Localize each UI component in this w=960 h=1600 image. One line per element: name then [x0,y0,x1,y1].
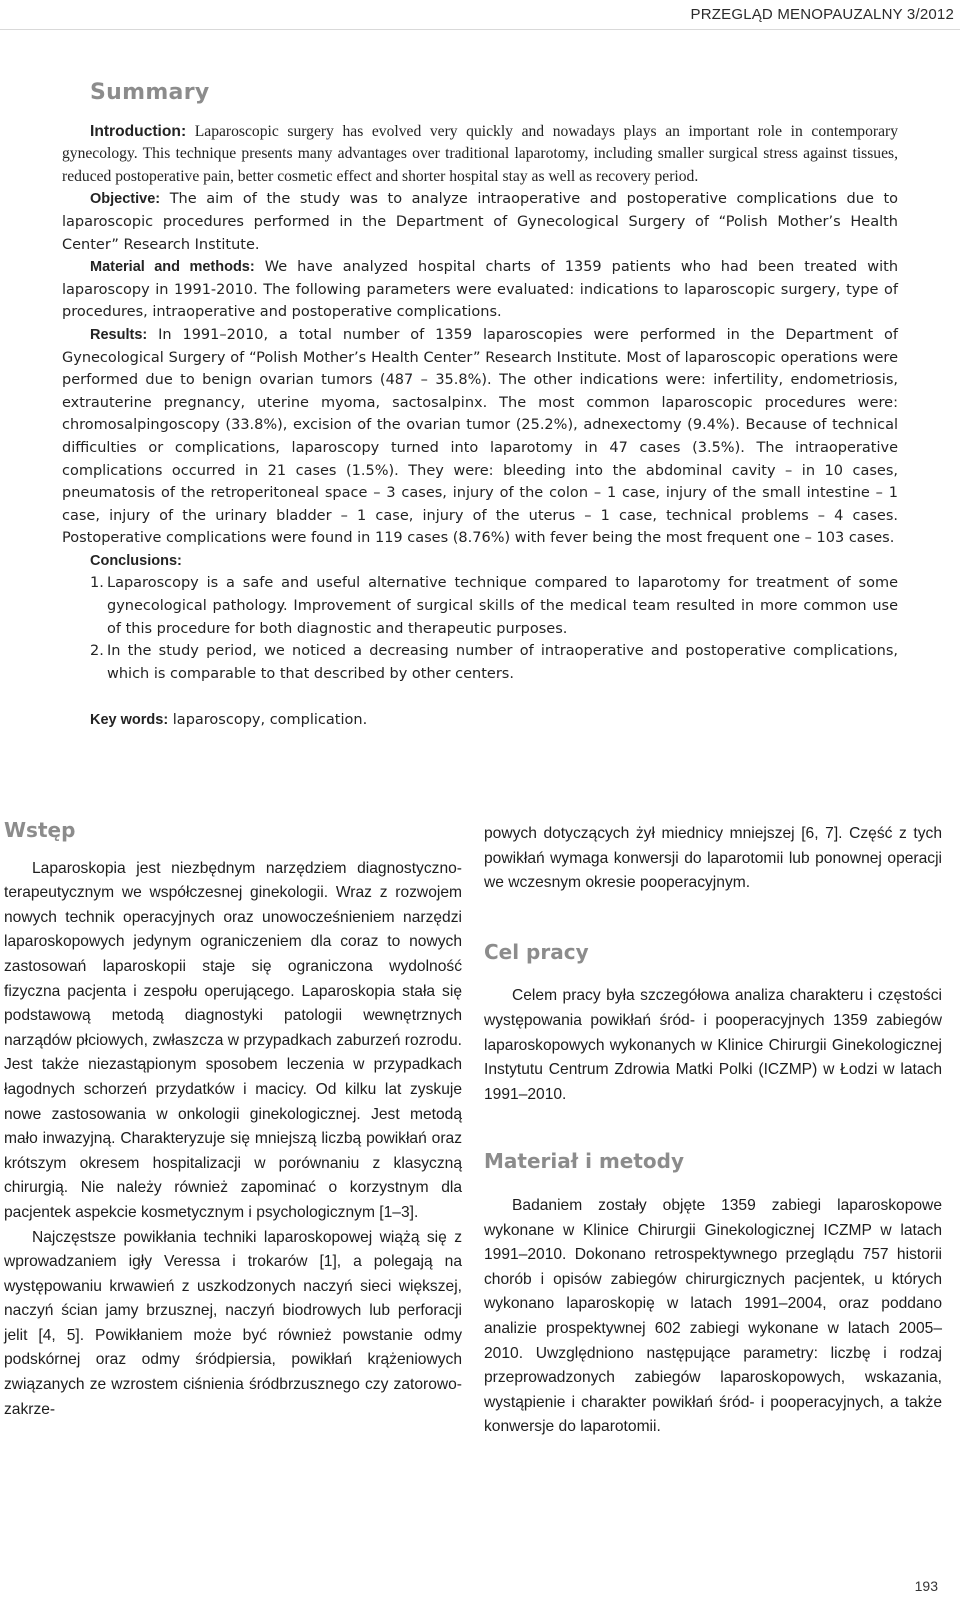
page-number: 193 [914,1578,938,1594]
continuation-paragraph: powych dotyczących żył miednicy mniejszej [6, 7]. Część z tych powikłań wymaga konwersji do laparotomii lub ponownej operacji we wczesnym okresie pooperacyjnym. [484,825,942,892]
objective-label: Objective: [90,191,161,208]
left-column [4,818,462,1422]
results-label: Results: [90,326,148,343]
results-text: In 1991–2010, a total number of 1359 laparoscopies were performed in the Department of Gynecological Surgery of “Polish Mother’s Health Center” Research Institute. Most of laparoscopic operations were performed due to benign ovarian tumors (487 – 35.8%). The other indications were: infertility, endometriosis, extrauterine pregnancy, uterine myoma, sactosalpinx. The most common laparoscopic procedures were: chromosalpingoscopy (33.8%), excision of the ovarian tumor (25.2%), adnexectomy (9.4%). Because of technical difficulties or complications, laparoscopy turned into laparotomy in 47 cases (3.5%). The intraoperative complications occurred in 21 cases (1.5%). They were: bleeding into the abdominal cavity – in 10 cases, pneumatosis of the retroperitoneal space – 3 cases, injury of the colon – 1 case, injury of the small intestine – 1 case, injury of the urinary bladder – 1 case, injury of the uterus – 1 case, technical problems – 4 cases. Postoperative complications were found in 119 cases (8.76%) with fever being the most frequent one – 103 cases. [62,326,898,547]
conclusion-item [62,572,898,640]
methods-label: Material and methods: [90,259,255,276]
summary-methods [62,256,898,324]
conclusions-label: Conclusions: [90,552,182,569]
objective-text: The aim of the study was to analyze intraoperative and postoperative complications due to laparoscopic procedures performed in the Department of Gynecological Surgery of “Polish Mother’s Health Center” Research Institute. [62,191,899,253]
conclusions-list [62,572,898,685]
section-heading-wstep: Wstęp [4,818,76,842]
summary-objective [62,188,898,256]
introduction-text: Laparoscopic surgery has evolved very quickly and nowadays plays an important role in contemporary gynecology. This technique presents many advantages over traditional laparotomy, including smaller surgical stress against tissues, reduced postoperative pain, better cosmetic effect and shorter hospital stay as well as recovery period. [62,122,898,185]
right-column [484,822,942,1440]
introduction-label: Introduction: [90,122,187,140]
conclusion-text: In the study period, we noticed a decreasing number of intraoperative and postoperative complications, which is comparable to that described by other centers. [107,643,898,682]
conclusion-number: 1. [90,575,104,592]
wstep-paragraph-2: Najczęstsze powikłania techniki laparoskopowej wiążą się z wprowadzaniem igły Veressa i trokarów [1], a polegają na występowaniu krwawień z uszkodzonych naczyń sieci większej, naczyń ścian jamy brzusznej, naczyń biodrowych lub perforacji jelit [4, 5]. Powikłaniem może być również powstanie odmy podskórnej oraz odmy śródpiersia, powikłań krążeniowych związanych ze wzrostem ciśnienia śródbrzusznego czy zatorowo-zakrze- [4,1228,462,1418]
keywords-label: Key words: [90,712,169,729]
summary-section [62,82,898,732]
keywords-text: laparoscopy, complication. [172,712,368,729]
conclusion-item [62,640,898,685]
summary-introduction [62,121,898,189]
section-heading-material-i-metody: Materiał i metody [484,1149,684,1174]
wstep-paragraph-1: Laparoskopia jest niezbędnym narzędziem diagnostyczno-terapeutycznym we współczesnej ginekologii. Wraz z rozwojem nowych technik operacyjnych oraz unowocześnieniem narzędzi laparoskopowych jedynym ograniczeniem dla coraz to nowych zastosowań laparoskopii staje się ograniczona wydolność fizyczna pacjenta i zespołu operującego. Laparoskopia stała się podstawową metodą diagnostyki patologii wewnętrznych narządów płciowych, zwłaszcza w przypadkach zaburzeń rozrodu. Jest także niezastąpionym sposobem leczenia w przypadkach łagodnych schorzeń przydatków i macicy. Od kilku lat zyskuje nowe zastosowania w onkologii ginekologicznej. Jest metodą mało inwazyjną. Charakteryzuje się mniejszą liczbą powikłań oraz krótszym okresem hospitalizacji w porównaniu z klasyczną chirurgią. Nie należy również zapominać o korzystnym dla pacjentek aspekcie kosmetycznym i psychologicznym [1–3]. [4,859,462,1221]
conclusion-text: Laparoscopy is a safe and useful alternative technique compared to laparotomy for treatment of some gynecological pathology. Improvement of surgical skills of the medical team resulted in more common use of this procedure for both diagnostic and therapeutic purposes. [107,575,898,637]
methods-text: We have analyzed hospital charts of 1359 patients who had been treated with laparoscopy in 1991-2010. The following parameters were evaluated: indications to laparoscopic surgery, type of procedures, intraoperative and postoperative complications. [62,259,899,321]
material-paragraph: Badaniem zostały objęte 1359 zabiegi laparoskopowe wykonane w Klinice Chirurgii Ginekologicznej ICZMP w latach 1991–2010. Dokonano retrospektywnego przeglądu 757 historii chorób i opisów zabiegów chirurgicznych pacjentek, u których wykonano laparoskopię w latach 1991–2004, oraz poddano analizie prospektywnej 602 zabiegi wykonane w latach 2005–2010. Uwzględniono następujące parametry: liczbę i rodzaj przeprowadzonych zabiegów laparoskopowych, wskazania, wystąpienie i charakter powikłań śród- i pooperacyjnych, a także konwersje do laparotomii. [484,1196,942,1436]
cel-paragraph: Celem pracy była szczegółowa analiza charakteru i częstości występowania powikłań śród- i pooperacyjnych 1359 zabiegów laparoskopowych wykonanych w Klinice Chirurgii Ginekologicznej Instytutu Centrum Zdrowia Matki Polki (ICZMP) w Łodzi w latach 1991–2010. [484,987,942,1103]
running-header: PRZEGLĄD MENOPAUZALNY 3/2012 [0,0,960,30]
conclusions-heading [90,550,898,573]
conclusion-number: 2. [90,643,104,660]
section-heading-cel-pracy: Cel pracy [484,939,589,964]
summary-title: Summary [90,80,210,105]
keywords [90,709,898,732]
summary-results [62,324,898,550]
